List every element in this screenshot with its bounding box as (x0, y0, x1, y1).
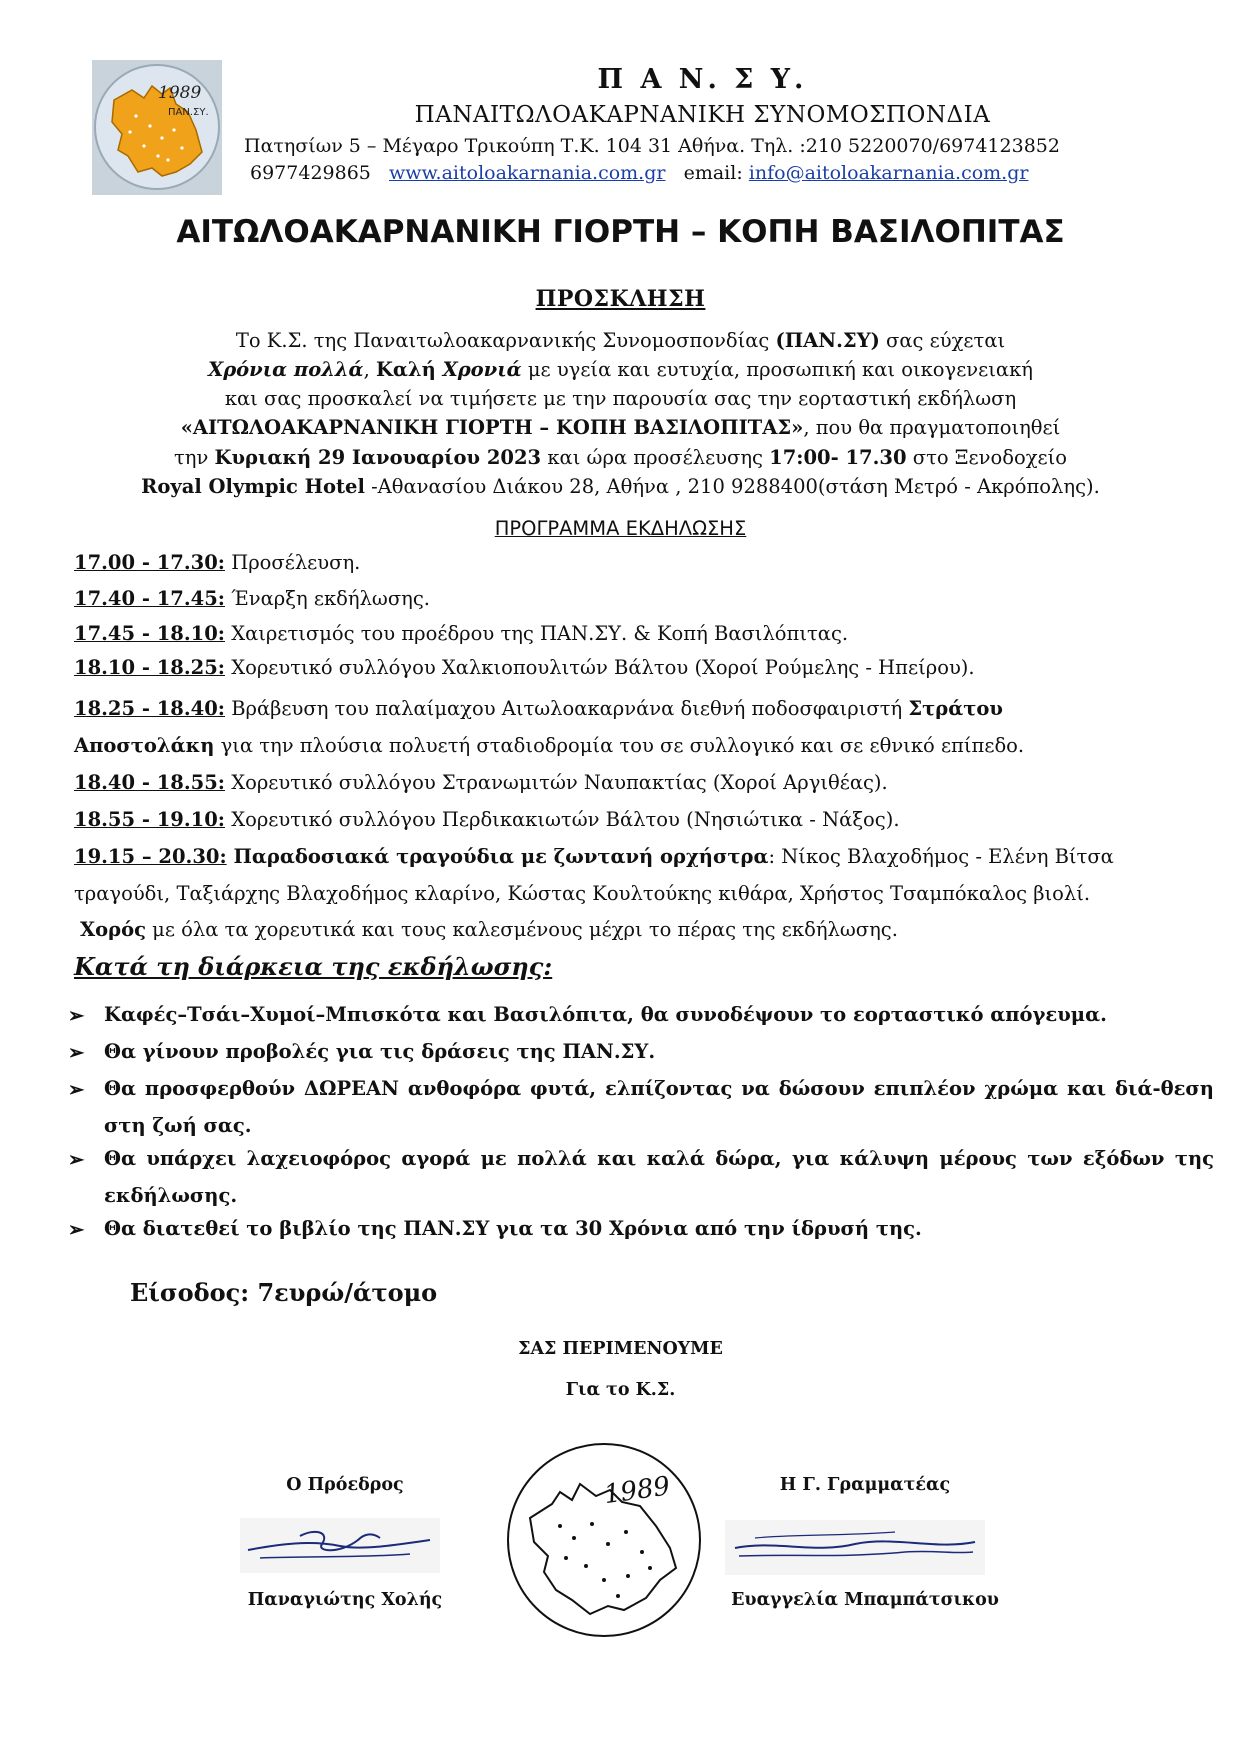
bullet-text: Καφές–Τσάι–Χυμοί–Μπισκότα και Βασιλόπιτα, θα συνοδέψουν το εορταστικό απόγευμα. (104, 1003, 1107, 1026)
secretary-signature (725, 1520, 985, 1575)
program-time: 17.45 - 18.10: (74, 622, 225, 645)
program-row (74, 587, 430, 610)
program-time: 17.00 - 17.30: (74, 551, 225, 574)
wish-text: Καλή (375, 358, 443, 381)
program-text: Χορευτικό συλλόγου Περδικακιωτών Βάλτου (Νησιώτικα - Νάξος). (225, 808, 900, 831)
organization-name: ΠΑΝΑΙΤΩΛΟΑΚΑΡΝΑΝΙΚΗ ΣΥΝΟΜΟΣΠΟΝΔΙΑ (414, 102, 991, 128)
program-text: Χορευτικό συλλόγου Στρανωμιτών Ναυπακτίας (Χοροί Αργιθέας). (225, 771, 888, 794)
event-name-quote: «ΑΙΤΩΛΟΑΚΑΡΝΑΝΙΚΗ ΓΙΟΡΤΗ – ΚΟΠΗ ΒΑΣΙΛΟΠΙΤΑΣ» (180, 416, 804, 439)
event-date: Κυριακή 29 Ιανουαρίου 2023 (214, 446, 542, 469)
invitation-line-5 (0, 446, 1241, 469)
invitation-text-bold: (ΠΑΝ.ΣΥ) (775, 329, 880, 352)
program-text-bold: Στράτου (908, 697, 1003, 720)
venue-name: Royal Olympic Hotel (141, 475, 365, 498)
wish-text: Χρονιά (442, 358, 522, 381)
venue-address: -Αθανασίου Διάκου 28, Αθήνα , 210 9288400(στάση Μετρό - Ακρόπολης). (364, 475, 1100, 498)
program-row (74, 656, 975, 679)
invitation-text: , που θα πραγματοποιηθεί (803, 416, 1061, 439)
svg-text:1989: 1989 (158, 83, 202, 103)
program-heading: ΠΡΟΓΡΑΜΜΑ ΕΚΔΗΛΩΣΗΣ (494, 517, 747, 540)
program-text: Χορευτικό συλλόγου Χαλκιοπουλιτών Βάλτου (Χοροί Ρούμελης - Ηπείρου). (225, 656, 975, 679)
separator: , (363, 358, 376, 381)
program-row (74, 551, 360, 574)
invitation-line-6 (0, 475, 1241, 498)
president-title: Ο Πρόεδρος (286, 1475, 404, 1495)
email-label: email: (683, 162, 743, 184)
program-text: Έναρξη εκδήλωσης. (225, 587, 430, 610)
president-name: Παναγιώτης Χολής (247, 1590, 443, 1610)
invitation-line-3: και σας προσκαλεί να τιμήσετε με την παρουσία σας την εορταστική εκδήλωση (224, 387, 1017, 410)
program-time: 17.40 - 17.45: (74, 587, 225, 610)
website-link[interactable]: www.aitoloakarnania.com.gr (389, 162, 666, 184)
organization-logo (92, 60, 222, 195)
bullet-text: Θα υπάρχει λαχειοφόρος αγορά με πολλά και καλά δώρα, για κάλυψη μέρους των εξόδων της εκδήλωσης. (104, 1147, 1214, 1207)
program-text-bold: Παραδοσιακά τραγούδια με ζωντανή ορχήστρα (226, 845, 769, 868)
bullet-text: Θα προσφερθούν ΔΩΡΕΑΝ ανθοφόρα φυτά, ελπίζοντας να δώσουν επιπλέον χρώμα και διά-θεση στη ζωή σας. (104, 1077, 1214, 1137)
program-text-bold: Αποστολάκη (74, 734, 215, 757)
program-row (74, 771, 888, 794)
program-time: 18.25 - 18.40: (74, 697, 225, 720)
svg-text:1989: 1989 (602, 1471, 672, 1511)
closing-wait: ΣΑΣ ΠΕΡΙΜΕΝΟΥΜΕ (518, 1339, 723, 1359)
president-signature (240, 1518, 440, 1573)
program-row (74, 622, 848, 645)
program-text: : Νίκος Βλαχοδήμος - Ελένη Βίτσα (768, 845, 1114, 868)
email-link[interactable]: info@aitoloakarnania.com.gr (748, 162, 1029, 184)
program-text: Βράβευση του παλαίμαχου Αιτωλοακαρνάνα διεθνή ποδοσφαιριστή (225, 697, 909, 720)
program-time: 18.55 - 19.10: (74, 808, 225, 831)
invitation-text: σας εύχεται (879, 329, 1006, 352)
for-board: Για το Κ.Σ. (565, 1380, 676, 1400)
svg-text:ΠΑΝ.ΣΥ.: ΠΑΝ.ΣΥ. (168, 107, 209, 118)
program-text: για την πλούσια πολυετή σταδιοδρομία του σε συλλογικό και σε εθνικό επίπεδο. (214, 734, 1025, 757)
invitation-line-2 (0, 358, 1241, 381)
arrow-bullet-icon: ➢ (68, 1148, 85, 1171)
invitation-line-1 (0, 329, 1241, 352)
wish-text: Χρόνια πολλά (208, 358, 364, 381)
invitation-line-4 (0, 416, 1241, 439)
arrow-bullet-icon: ➢ (68, 1041, 85, 1064)
bullet-text: Θα γίνουν προβολές για τις δράσεις της ΠΑΝ.ΣΥ. (104, 1040, 656, 1063)
program-text: Προσέλευση. (225, 551, 361, 574)
program-row (74, 697, 1003, 720)
invitation-text: την (174, 446, 215, 469)
program-text-bold: Χορός (80, 918, 146, 941)
during-event-heading: Κατά τη διάρκεια της εκδήλωσης: (74, 952, 553, 981)
program-time: 19.15 – 20.30: (74, 845, 227, 868)
contact-line (250, 162, 1028, 184)
organization-address: Πατησίων 5 – Μέγαρο Τρικούπη Τ.Κ. 104 31 Αθήνα. Τηλ. :210 5220070/6974123852 (244, 135, 1060, 157)
program-row (74, 845, 1114, 868)
invitation-text: με υγεία και ευτυχία, προσωπική και οικογενειακή (521, 358, 1033, 381)
program-time: 18.10 - 18.25: (74, 656, 225, 679)
program-row (80, 918, 898, 941)
program-time: 18.40 - 18.55: (74, 771, 225, 794)
event-title: ΑΙΤΩΛΟΑΚΑΡΝΑΝΙΚΗ ΓΙΟΡΤΗ – ΚΟΠΗ ΒΑΣΙΛΟΠΙΤΑΣ (176, 214, 1065, 250)
program-row-continued: τραγούδι, Ταξιάρχης Βλαχοδήμος κλαρίνο, Κώστας Κουλτούκης κιθάρα, Χρήστος Τσαμπόκαλος βιολί. (74, 882, 1091, 905)
program-text: Χαιρετισμός του προέδρου της ΠΑΝ.ΣΥ. & Κοπή Βασιλόπιτας. (225, 622, 849, 645)
secretary-title: Η Γ. Γραμματέας (779, 1475, 951, 1495)
entry-price: Είσοδος: 7ευρώ/άτομο (130, 1278, 438, 1307)
organization-stamp (500, 1440, 708, 1640)
arrow-bullet-icon: ➢ (68, 1218, 85, 1241)
secretary-name: Ευαγγελία Μπαμπάτσικου (731, 1590, 999, 1610)
invitation-heading: ΠΡΟΣΚΛΗΣΗ (535, 286, 706, 312)
phone-number: 6977429865 (250, 162, 371, 184)
arrow-bullet-icon: ➢ (68, 1004, 85, 1027)
arrival-time: 17:00- 17.30 (769, 446, 907, 469)
program-row-continued (74, 734, 1024, 757)
arrow-bullet-icon: ➢ (68, 1078, 85, 1101)
organization-acronym: Π Α Ν. Σ Υ. (597, 64, 808, 95)
bullet-text: Θα διατεθεί το βιβλίο της ΠΑΝ.ΣΥ για τα 30 Χρόνια από την ίδρυσή της. (104, 1217, 922, 1240)
program-text: με όλα τα χορευτικά και τους καλεσμένους μέχρι το πέρας της εκδήλωσης. (145, 918, 898, 941)
invitation-text: στο Ξενοδοχείο (906, 446, 1067, 469)
program-row (74, 808, 900, 831)
invitation-text: Το Κ.Σ. της Παναιτωλοακαρνανικής Συνομοσπονδίας (235, 329, 776, 352)
invitation-text: και ώρα προσέλευσης (541, 446, 770, 469)
